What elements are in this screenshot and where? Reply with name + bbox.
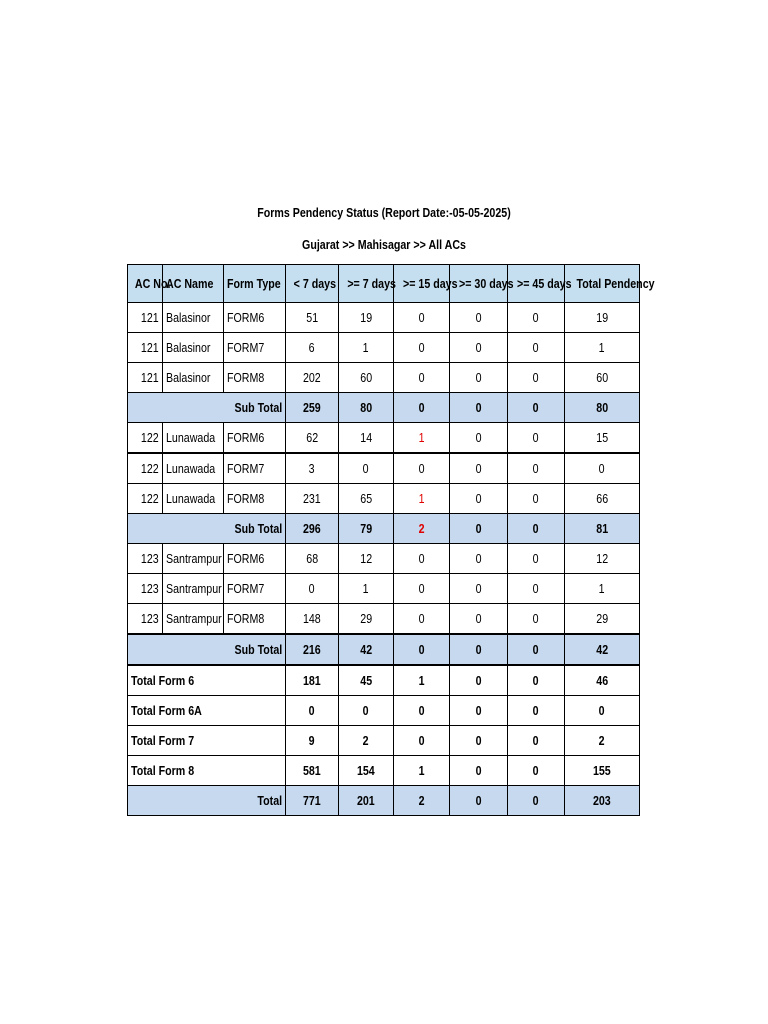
ge7-cell: 42 [339, 634, 394, 665]
ge7-cell: 0 [339, 696, 394, 726]
ge45-cell: 0 [508, 726, 565, 756]
table-row [128, 484, 640, 514]
ge15-cell: 1 [394, 665, 450, 696]
ge45-cell: 0 [508, 574, 565, 604]
lt7-cell: 3 [286, 453, 339, 484]
lt7-cell: 216 [286, 634, 339, 665]
ge30-cell: 0 [450, 756, 508, 786]
form-type-cell: FORM6 [224, 303, 286, 333]
ge7-cell: 1 [339, 574, 394, 604]
subtotal-label: Sub Total [128, 393, 286, 423]
ge45-cell: 0 [508, 696, 565, 726]
form-type-cell: FORM7 [224, 333, 286, 363]
ge7-cell: 154 [339, 756, 394, 786]
ac-name-cell: Lunawada [163, 453, 224, 484]
pendency-table [127, 264, 655, 816]
lt7-cell: 51 [286, 303, 339, 333]
total-cell: 66 [565, 484, 640, 514]
ge15-cell: 1 [394, 423, 450, 454]
ge15-cell: 0 [394, 696, 450, 726]
ge45-cell: 0 [508, 484, 565, 514]
ge7-cell: 1 [339, 333, 394, 363]
ac-name-cell: Santrampur [163, 604, 224, 635]
lt7-cell: 148 [286, 604, 339, 635]
col-header-ge7: >= 7 days [339, 265, 394, 303]
ge7-cell: 60 [339, 363, 394, 393]
total-cell: 0 [565, 453, 640, 484]
total-cell: 46 [565, 665, 640, 696]
report-title: Forms Pendency Status (Report Date:-05-05-2025) [257, 205, 511, 220]
ac-name-cell: Lunawada [163, 423, 224, 454]
form-total-label: Total Form 6 [128, 665, 286, 696]
lt7-cell: 181 [286, 665, 339, 696]
col-header-form-type: Form Type [224, 265, 286, 303]
subtotal-label: Sub Total [128, 634, 286, 665]
ge45-cell: 0 [508, 634, 565, 665]
ge30-cell: 0 [450, 696, 508, 726]
ac-no-cell: 122 [128, 484, 163, 514]
col-header-ac-name: AC Name [163, 265, 224, 303]
header-row [128, 265, 640, 303]
ac-name-cell: Lunawada [163, 484, 224, 514]
ge45-cell: 0 [508, 363, 565, 393]
col-header-lt7: < 7 days [286, 265, 339, 303]
ac-no-cell: 122 [128, 453, 163, 484]
ge45-cell: 0 [508, 544, 565, 574]
ac-name-cell: Balasinor [163, 303, 224, 333]
lt7-cell: 6 [286, 333, 339, 363]
ge7-cell: 0 [339, 453, 394, 484]
form-total-label: Total Form 8 [128, 756, 286, 786]
ge15-cell: 0 [394, 604, 450, 635]
ac-no-cell: 121 [128, 333, 163, 363]
table-row [128, 604, 640, 635]
ge30-cell: 0 [450, 544, 508, 574]
ac-no-cell: 122 [128, 423, 163, 454]
ge15-cell: 2 [394, 786, 450, 816]
ge30-cell: 0 [450, 303, 508, 333]
ge30-cell: 0 [450, 333, 508, 363]
form-total-label: Total Form 6A [128, 696, 286, 726]
ge15-cell: 0 [394, 726, 450, 756]
total-cell: 60 [565, 363, 640, 393]
ac-name-cell: Balasinor [163, 363, 224, 393]
col-header-total: Total Pendency [565, 265, 640, 303]
col-header-ge15: >= 15 days [394, 265, 450, 303]
ge15-cell: 0 [394, 544, 450, 574]
table-row [128, 574, 640, 604]
lt7-cell: 296 [286, 514, 339, 544]
form-type-cell: FORM6 [224, 544, 286, 574]
form-total-row [128, 756, 640, 786]
col-header-ac-no: AC No. [128, 265, 163, 303]
subtotal-row [128, 514, 640, 544]
ge15-cell: 0 [394, 393, 450, 423]
lt7-cell: 0 [286, 574, 339, 604]
ge30-cell: 0 [450, 453, 508, 484]
ge30-cell: 0 [450, 484, 508, 514]
ge15-cell: 0 [394, 634, 450, 665]
subtotal-row [128, 634, 640, 665]
form-type-cell: FORM8 [224, 604, 286, 635]
form-type-cell: FORM7 [224, 453, 286, 484]
total-cell: 19 [565, 303, 640, 333]
table-row [128, 423, 640, 454]
total-cell: 155 [565, 756, 640, 786]
ge45-cell: 0 [508, 665, 565, 696]
table-row [128, 544, 640, 574]
ge45-cell: 0 [508, 333, 565, 363]
ge45-cell: 0 [508, 756, 565, 786]
lt7-cell: 231 [286, 484, 339, 514]
ge30-cell: 0 [450, 786, 508, 816]
total-cell: 42 [565, 634, 640, 665]
ge30-cell: 0 [450, 514, 508, 544]
ge45-cell: 0 [508, 786, 565, 816]
ge7-cell: 65 [339, 484, 394, 514]
subtotal-row [128, 393, 640, 423]
lt7-cell: 0 [286, 696, 339, 726]
table-row [128, 363, 640, 393]
ge30-cell: 0 [450, 393, 508, 423]
ge15-cell: 0 [394, 363, 450, 393]
ac-name-cell: Santrampur [163, 544, 224, 574]
breadcrumb: Gujarat >> Mahisagar >> All ACs [302, 237, 466, 252]
ge30-cell: 0 [450, 574, 508, 604]
ge15-cell: 1 [394, 756, 450, 786]
ge45-cell: 0 [508, 453, 565, 484]
ge15-cell: 0 [394, 574, 450, 604]
subtotal-label: Sub Total [128, 514, 286, 544]
ge7-cell: 45 [339, 665, 394, 696]
ge7-cell: 79 [339, 514, 394, 544]
ge45-cell: 0 [508, 604, 565, 635]
ge7-cell: 80 [339, 393, 394, 423]
ac-name-cell: Santrampur [163, 574, 224, 604]
total-cell: 81 [565, 514, 640, 544]
total-cell: 1 [565, 574, 640, 604]
lt7-cell: 771 [286, 786, 339, 816]
total-cell: 2 [565, 726, 640, 756]
form-total-row [128, 696, 640, 726]
ac-no-cell: 121 [128, 363, 163, 393]
ge15-cell: 2 [394, 514, 450, 544]
form-type-cell: FORM8 [224, 363, 286, 393]
total-cell: 80 [565, 393, 640, 423]
ac-no-cell: 123 [128, 544, 163, 574]
col-header-ge45: >= 45 days [508, 265, 565, 303]
form-type-cell: FORM7 [224, 574, 286, 604]
total-cell: 15 [565, 423, 640, 454]
lt7-cell: 68 [286, 544, 339, 574]
ge30-cell: 0 [450, 726, 508, 756]
total-cell: 203 [565, 786, 640, 816]
ge7-cell: 29 [339, 604, 394, 635]
form-type-cell: FORM6 [224, 423, 286, 454]
form-type-cell: FORM8 [224, 484, 286, 514]
lt7-cell: 62 [286, 423, 339, 454]
ge30-cell: 0 [450, 634, 508, 665]
ge7-cell: 2 [339, 726, 394, 756]
ge15-cell: 0 [394, 333, 450, 363]
ge15-cell: 1 [394, 484, 450, 514]
ge7-cell: 19 [339, 303, 394, 333]
ac-no-cell: 123 [128, 574, 163, 604]
col-header-ge30: >= 30 days [450, 265, 508, 303]
grand-total-row [128, 786, 640, 816]
ge15-cell: 0 [394, 303, 450, 333]
total-cell: 0 [565, 696, 640, 726]
table-row [128, 333, 640, 363]
ge45-cell: 0 [508, 303, 565, 333]
ge30-cell: 0 [450, 665, 508, 696]
ge7-cell: 14 [339, 423, 394, 454]
lt7-cell: 202 [286, 363, 339, 393]
lt7-cell: 259 [286, 393, 339, 423]
table-row [128, 453, 640, 484]
ge45-cell: 0 [508, 393, 565, 423]
table-row [128, 303, 640, 333]
ge7-cell: 12 [339, 544, 394, 574]
ac-no-cell: 121 [128, 303, 163, 333]
ge30-cell: 0 [450, 363, 508, 393]
ge45-cell: 0 [508, 514, 565, 544]
ge30-cell: 0 [450, 423, 508, 454]
ac-no-cell: 123 [128, 604, 163, 635]
total-cell: 29 [565, 604, 640, 635]
grand-total-label: Total [128, 786, 286, 816]
total-cell: 1 [565, 333, 640, 363]
lt7-cell: 9 [286, 726, 339, 756]
form-total-row [128, 665, 640, 696]
ge30-cell: 0 [450, 604, 508, 635]
form-total-label: Total Form 7 [128, 726, 286, 756]
total-cell: 12 [565, 544, 640, 574]
ge7-cell: 201 [339, 786, 394, 816]
ge45-cell: 0 [508, 423, 565, 454]
lt7-cell: 581 [286, 756, 339, 786]
ge15-cell: 0 [394, 453, 450, 484]
form-total-row [128, 726, 640, 756]
ac-name-cell: Balasinor [163, 333, 224, 363]
